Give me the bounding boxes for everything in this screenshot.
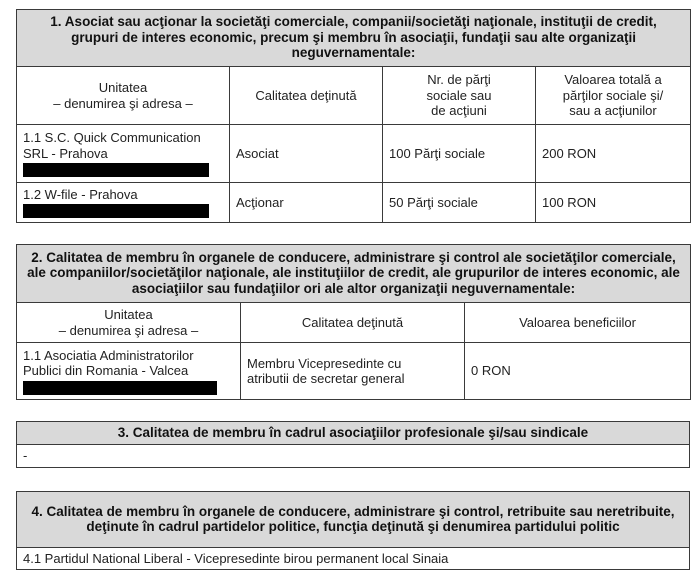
unit-name: 1.1 Asociatia Administratorilor Publici din Romania - Valcea	[23, 347, 194, 378]
total-value-cell: 100 RON	[536, 183, 691, 223]
section-1-title: 1. Asociat sau acţionar la societăţi comerciale, companii/societăţi naţionale, instituţii de credit, grupuri de interes economic, precum şi membru în asociaţii, fundaţii sau alte organizaţii neguvernamentale:	[17, 10, 691, 67]
section-4-content: 4.1 Partidul National Liberal - Vicepresedinte birou permanent local Sinaia	[17, 548, 690, 570]
table-row	[17, 125, 691, 183]
section-4-table	[16, 491, 690, 570]
column-header-benefits-value: Valoarea beneficiilor	[465, 303, 691, 343]
section-3-title: 3. Calitatea de membru în cadrul asociaţiilor profesionale şi/sau sindicale	[17, 422, 690, 445]
redacted-address	[23, 204, 209, 218]
benefits-value-cell: 0 RON	[465, 343, 691, 400]
column-header-role: Calitatea deţinută	[241, 303, 465, 343]
column-header-unit: Unitatea – denumirea şi adresa –	[17, 67, 230, 125]
share-count-cell: 50 Părţi sociale	[383, 183, 536, 223]
redacted-address	[23, 381, 217, 395]
unit-cell	[17, 343, 241, 400]
column-header-unit: Unitatea – denumirea şi adresa –	[17, 303, 241, 343]
table-row	[17, 343, 691, 400]
unit-name: 1.1 S.C. Quick Communication SRL - Prahova	[23, 130, 201, 161]
role-cell: Asociat	[230, 125, 383, 183]
role-cell: Acţionar	[230, 183, 383, 223]
section-1-table	[16, 9, 691, 223]
unit-cell	[17, 183, 230, 223]
column-header-total-value: Valoarea totală a părţilor sociale şi/ sau a acţiunilor	[536, 67, 691, 125]
unit-name: 1.2 W-file - Prahova	[23, 186, 138, 202]
section-3-content: -	[17, 445, 690, 468]
section-2-table	[16, 244, 691, 400]
section-3-table	[16, 421, 690, 468]
unit-cell	[17, 125, 230, 183]
redacted-address	[23, 163, 209, 177]
share-count-cell: 100 Părţi sociale	[383, 125, 536, 183]
total-value-cell: 200 RON	[536, 125, 691, 183]
section-4-title: 4. Calitatea de membru în organele de conducere, administrare şi control, retribuite sau neretribuite, deţinute în cadrul partidelor politice, funcţia deţinută şi denumirea partidului politic	[17, 492, 690, 548]
section-2-title: 2. Calitatea de membru în organele de conducere, administrare şi control ale societăţilor comerciale, ale companiilor/societăţilor naţionale, ale instituţiilor de credit, ale grupurilor de interes economic, ale asociaţiilor sau fundaţiilor ori ale altor organizaţii neguvernamentale:	[17, 245, 691, 303]
column-header-share-count: Nr. de părţi sociale sau de acţiuni	[383, 67, 536, 125]
table-row	[17, 183, 691, 223]
column-header-role: Calitatea deţinută	[230, 67, 383, 125]
role-cell: Membru Vicepresedinte cu atributii de secretar general	[241, 343, 465, 400]
